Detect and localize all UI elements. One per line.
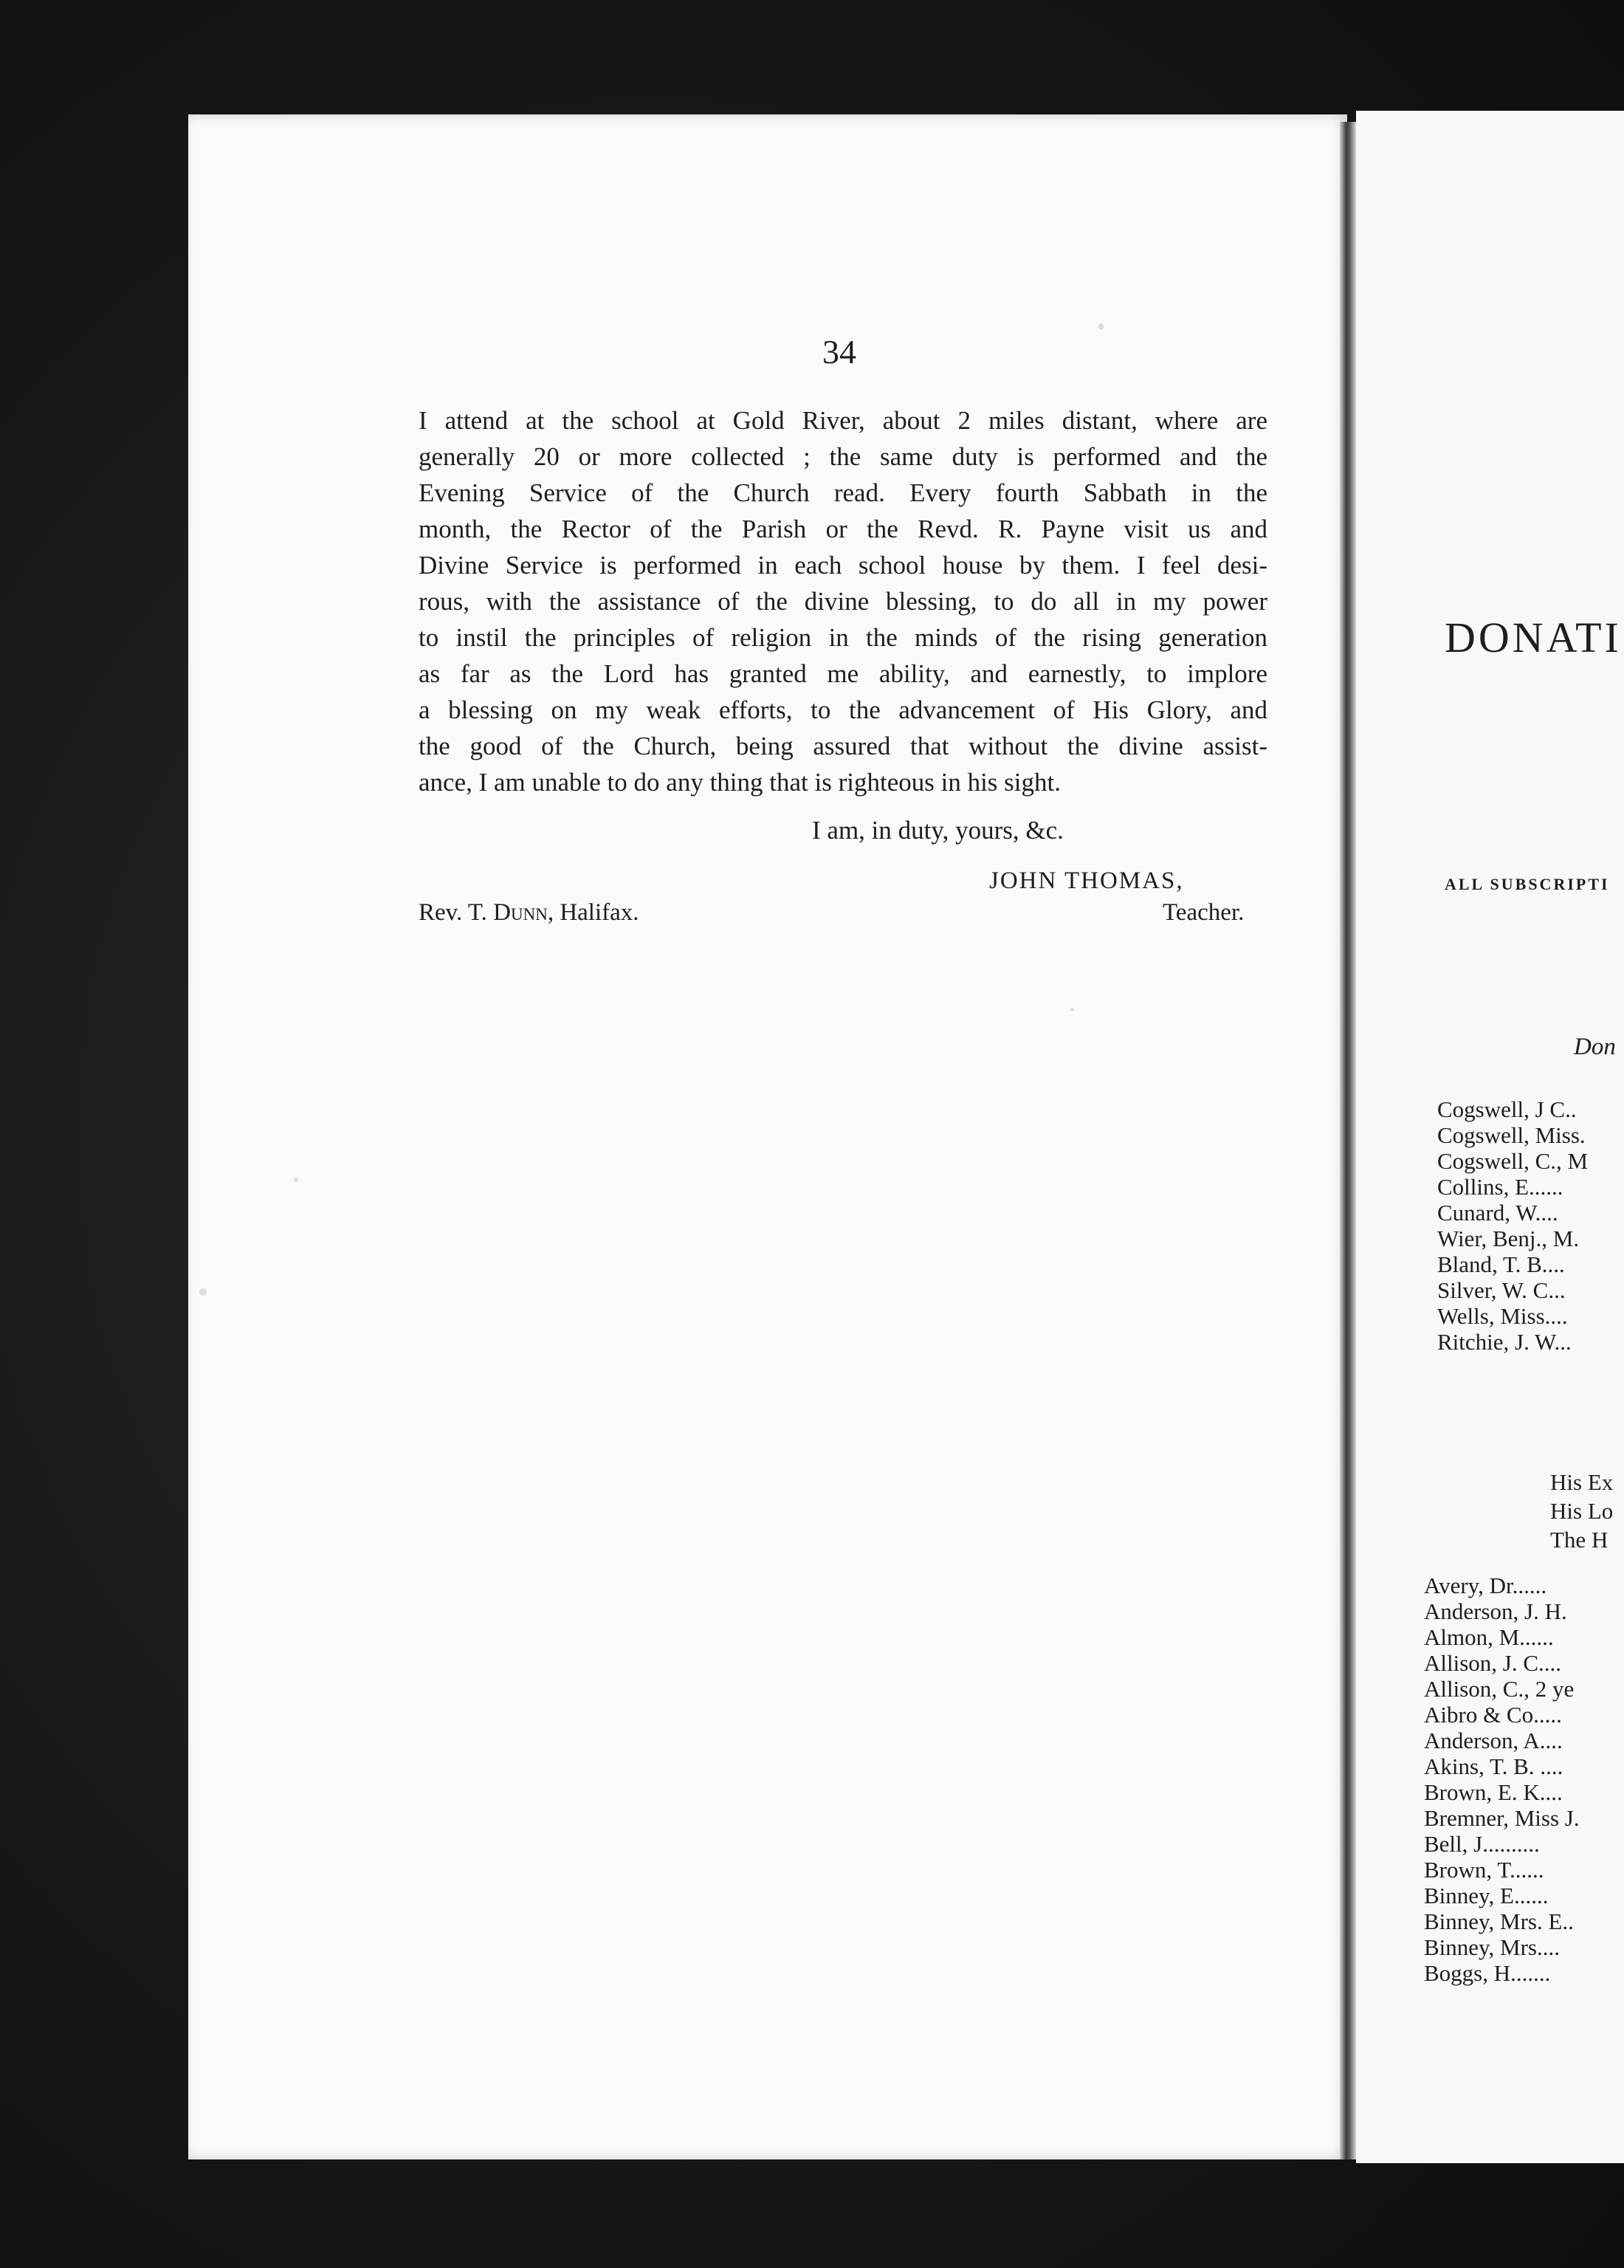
honourable-entry: The H [1550,1527,1608,1553]
donor-entry: Cogswell, C., M [1437,1148,1589,1174]
letter-line: as far as the Lord has granted me ability, and earnestly, to implore [419,659,1267,688]
addressee-name: Dunn [493,899,548,926]
donor-entry: Allison, J. C.... [1424,1650,1562,1676]
letter-line: to instil the principles of religion in the minds of the rising generation [419,623,1267,652]
letter-line: Divine Service is performed in each school house by them. I feel desi- [419,551,1267,580]
letter-line: ance, I am unable to do any thing that is righteous in his sight. [419,768,1061,797]
paper-speck [199,1288,207,1296]
donor-entry: Cunard, W.... [1437,1200,1558,1226]
donor-entry: Wier, Benj., M. [1437,1226,1580,1251]
donor-entry: Anderson, J. H. [1424,1598,1567,1624]
paper-speck [294,1178,298,1182]
addressee-prefix: Rev. T. [419,899,494,926]
donor-entry: Brown, T...... [1424,1857,1544,1883]
letter-addressee [419,899,639,927]
donor-entry: Anderson, A.... [1424,1728,1563,1753]
paper-speck [1098,323,1104,330]
donor-entry: Wells, Miss.... [1437,1303,1568,1329]
donor-entry: Binney, E...... [1424,1883,1549,1908]
letter-body [419,402,1267,800]
addressee-suffix: , Halifax. [547,899,639,926]
letter-closing: I am, in duty, yours, &c. [812,816,1064,845]
letter-line: Evening Service of the Church read. Every fourth Sabbath in the [419,478,1267,507]
donor-entry: Binney, Mrs. E.. [1424,1908,1574,1934]
paper-speck [1070,1008,1074,1011]
right-page-heading: DONATI [1445,614,1622,662]
donor-entry: Bland, T. B.... [1437,1251,1565,1277]
donor-entry: Binney, Mrs.... [1424,1934,1560,1960]
donor-entry: Akins, T. B. .... [1424,1753,1563,1779]
book-gutter [1340,122,1356,2159]
donor-entry: Cogswell, Miss. [1437,1122,1586,1148]
letter-signature: JOHN THOMAS, [989,867,1184,894]
letter-line: the good of the Church, being assured that without the divine assist- [419,732,1267,760]
donor-entry: Cogswell, J C.. [1437,1096,1577,1122]
donor-entry: Boggs, H....... [1424,1960,1551,1986]
letter-line: rous, with the assistance of the divine blessing, to do all in my power [419,587,1267,616]
donor-entry: Almon, M...... [1424,1624,1554,1650]
donor-entry: Bremner, Miss J. [1424,1805,1580,1831]
donor-entry: Aibro & Co..... [1424,1702,1562,1728]
right-page-subheading: ALL SUBSCRIPTI [1445,875,1610,893]
donor-entry: Collins, E...... [1437,1174,1563,1200]
honourable-entry: His Ex [1550,1469,1614,1495]
donor-list-1 [1437,1096,1624,1355]
letter-line: generally 20 or more collected ; the same duty is performed and the [419,442,1267,471]
donor-entry: Bell, J.......... [1424,1831,1540,1857]
right-page [1356,111,1624,2163]
donor-entry: Ritchie, J. W... [1437,1329,1572,1355]
honourables-list [1550,1468,1613,1554]
donor-entry: Silver, W. C... [1437,1277,1566,1303]
donor-entry: Allison, C., 2 ye [1424,1676,1575,1702]
signatory-role: Teacher. [1163,899,1245,926]
honourable-entry: His Lo [1550,1498,1614,1524]
page-number: 34 [822,333,856,371]
donor-entry: Avery, Dr...... [1424,1573,1547,1598]
letter-line: I attend at the school at Gold River, about 2 miles distant, where are [419,406,1267,435]
letter-line: a blessing on my weak efforts, to the advancement of His Glory, and [419,695,1267,724]
donor-list-2 [1424,1573,1624,1986]
right-page-section-title: Don [1574,1034,1616,1060]
donor-entry: Brown, E. K.... [1424,1779,1563,1805]
letter-line: month, the Rector of the Parish or the Revd. R. Payne visit us and [419,515,1267,543]
